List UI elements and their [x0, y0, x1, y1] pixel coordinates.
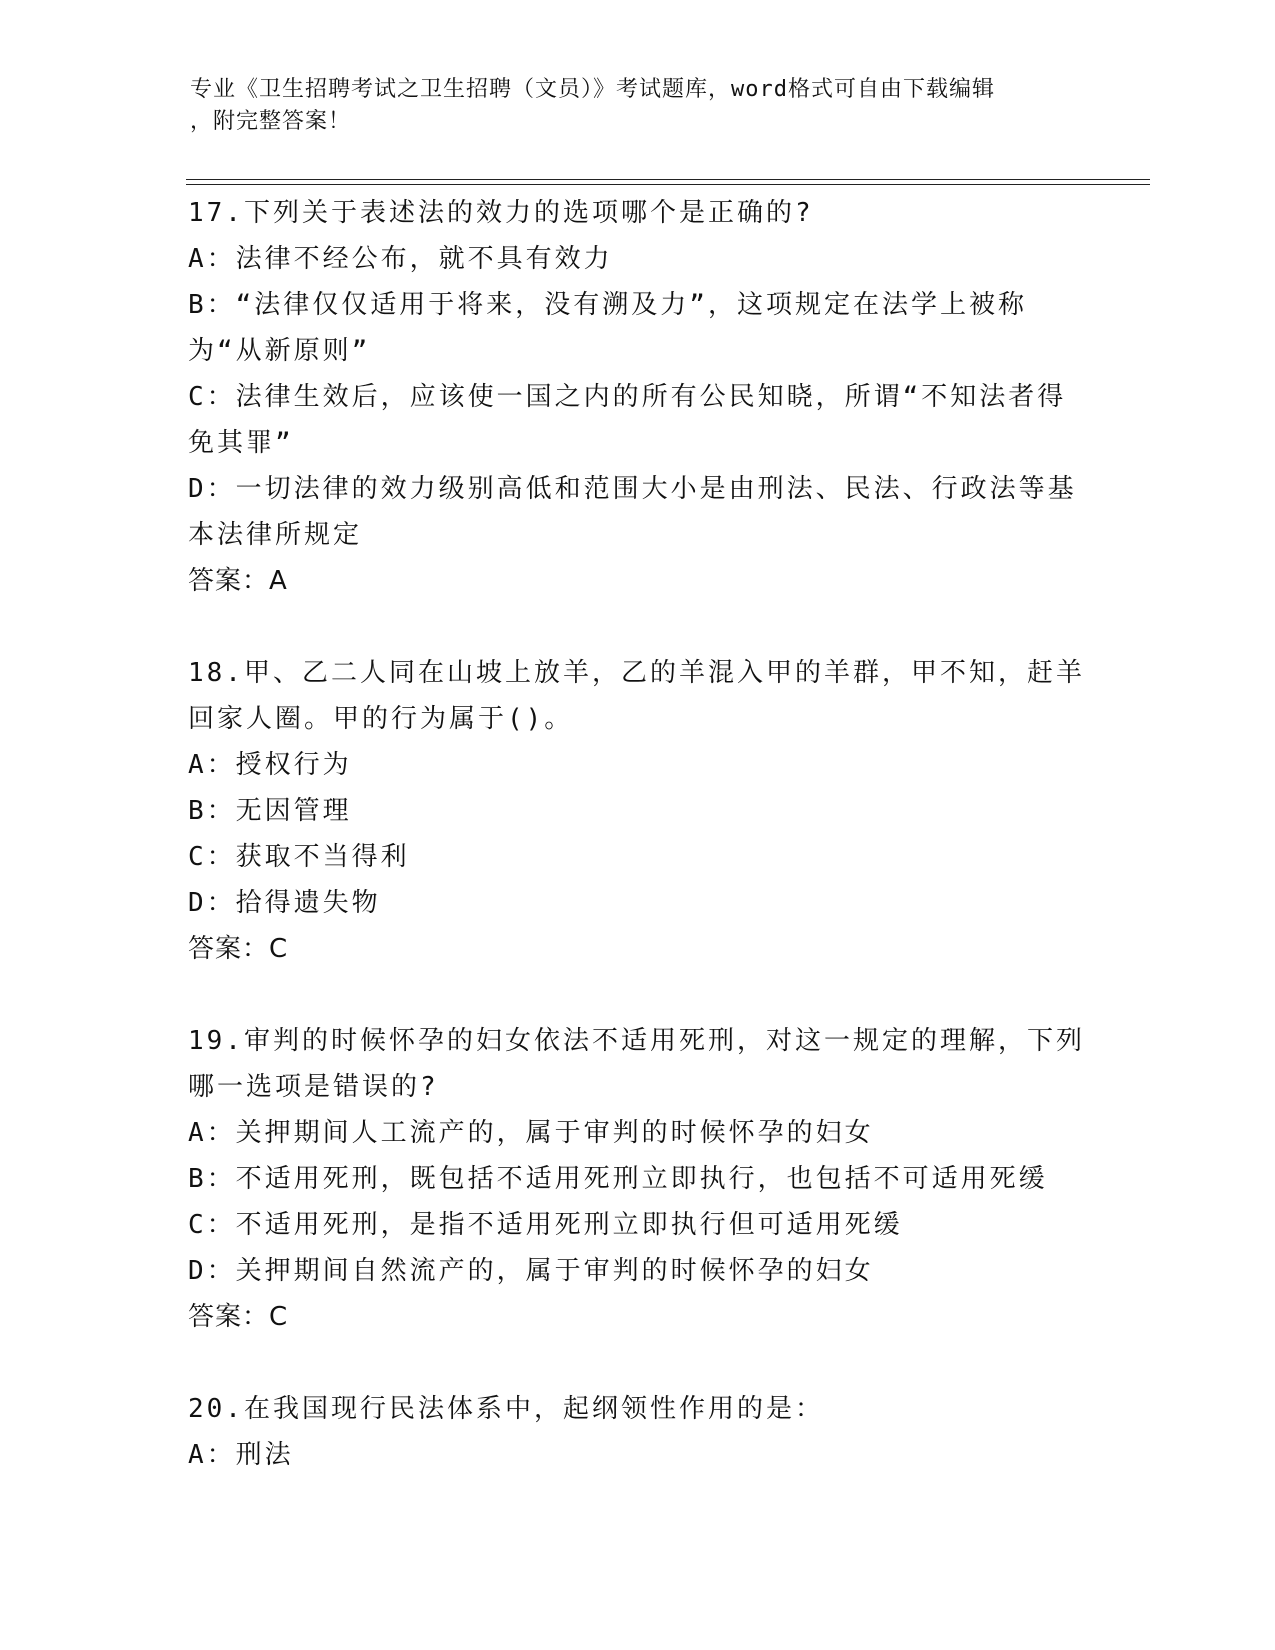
- option-c: C：获取不当得利: [188, 842, 410, 872]
- spacer: [188, 1340, 1088, 1386]
- option-c: C：法律生效后，应该使一国之内的所有公民知晓，所谓“不知法者得免其罪”: [188, 382, 1067, 458]
- question-20: [188, 1386, 1088, 1478]
- header-line-1: 专业《卫生招聘考试之卫生招聘（文员）》考试题库，word格式可自由下载编辑: [190, 77, 995, 102]
- option-d: D：关押期间自然流产的，属于审判的时候怀孕的妇女: [188, 1256, 874, 1286]
- question-stem: 20.在我国现行民法体系中，起纲领性作用的是：: [188, 1394, 824, 1424]
- option-b: B：无因管理: [188, 796, 352, 826]
- option-b: B：不适用死刑，既包括不适用死刑立即执行，也包括不可适用死缓: [188, 1164, 1048, 1194]
- question-list: [188, 190, 1088, 1478]
- answer: 答案：A: [188, 566, 288, 596]
- spacer: [188, 604, 1088, 650]
- page-header: [190, 74, 1090, 138]
- option-a: A：授权行为: [188, 750, 352, 780]
- option-a: A：法律不经公布，就不具有效力: [188, 244, 613, 274]
- answer: 答案：C: [188, 1302, 289, 1332]
- option-b: B：“法律仅仅适用于将来，没有溯及力”，这项规定在法学上被称为“从新原则”: [188, 290, 1027, 366]
- option-a: A：关押期间人工流产的，属于审判的时候怀孕的妇女: [188, 1118, 874, 1148]
- header-line-2: ，附完整答案！: [190, 109, 352, 134]
- question-17: [188, 190, 1088, 604]
- answer: 答案：C: [188, 934, 289, 964]
- option-d: D：拾得遗失物: [188, 888, 381, 918]
- question-stem: 17.下列关于表述法的效力的选项哪个是正确的?: [188, 198, 814, 228]
- option-d: D：一切法律的效力级别高低和范围大小是由刑法、民法、行政法等基本法律所规定: [188, 474, 1077, 550]
- spacer: [188, 972, 1088, 1018]
- option-c: C：不适用死刑，是指不适用死刑立即执行但可适用死缓: [188, 1210, 903, 1240]
- header-rule-top: [186, 179, 1150, 180]
- question-19: [188, 1018, 1088, 1340]
- question-stem: 18.甲、乙二人同在山坡上放羊，乙的羊混入甲的羊群，甲不知，赶羊回家人圈。甲的行为属于()。: [188, 658, 1085, 734]
- question-stem: 19.审判的时候怀孕的妇女依法不适用死刑，对这一规定的理解，下列哪一选项是错误的?: [188, 1026, 1085, 1102]
- question-18: [188, 650, 1088, 972]
- header-rule-bottom: [186, 184, 1150, 185]
- option-a: A：刑法: [188, 1440, 294, 1470]
